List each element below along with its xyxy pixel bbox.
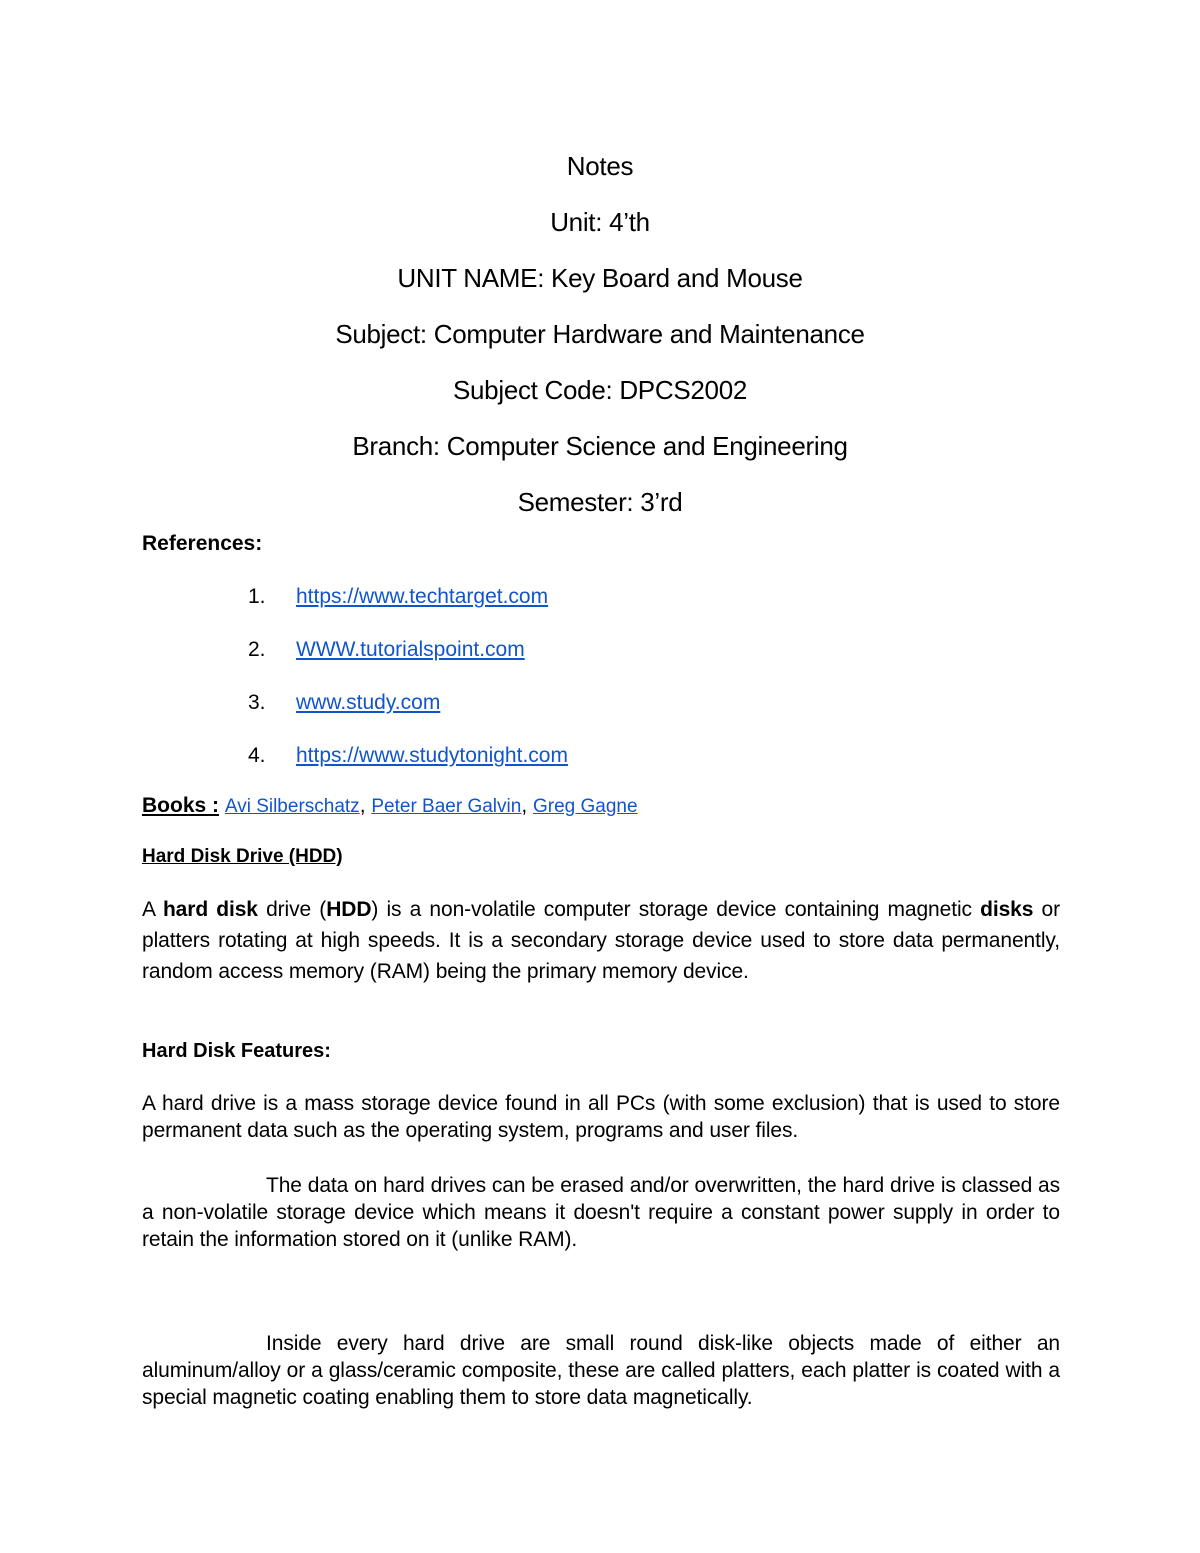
hdd-heading: Hard Disk Drive (HDD) (142, 846, 343, 867)
bold-run: HDD (326, 898, 372, 921)
subject-code: Subject Code: DPCS2002 (452, 375, 748, 405)
features-paragraph-2: The data on hard drives can be erased and/or overwritten, the hard drive is classed as a non-volatile storage device which means it doesn't require a constant power supply in order to retain the information stored on it (unlike RAM). (142, 1174, 1060, 1251)
author-separator: , (521, 794, 533, 817)
reference-link-study[interactable]: www.study.com (296, 691, 441, 714)
book-author-link-silberschatz[interactable]: Avi Silberschatz (224, 796, 360, 817)
subject-line: Subject: Computer Hardware and Maintenance (335, 319, 865, 349)
text-run: drive ( (257, 898, 327, 921)
notes-title: Notes (566, 151, 634, 181)
book-author-link-gagne[interactable]: Greg Gagne (533, 796, 638, 817)
features-heading: Hard Disk Features: (142, 1040, 331, 1062)
reference-link-tutorialspoint[interactable]: WWW.tutorialspoint.com (296, 638, 525, 661)
features-paragraph-3: Inside every hard drive are small round disk-like objects made of either an aluminum/alloy or a glass/ceramic composite, these are called platters, each platter is coated with a special magnetic coating enabling them to store data magnetically. (142, 1332, 1060, 1409)
text-run: A (142, 898, 163, 921)
hdd-definition-paragraph (142, 894, 1060, 987)
reference-link-studytonight[interactable]: https://www.studytonight.com (296, 744, 568, 767)
unit-number: Unit: 4’th (550, 207, 650, 237)
branch-line: Branch: Computer Science and Engineering (352, 431, 848, 461)
book-author-link-galvin[interactable]: Peter Baer Galvin (371, 796, 522, 817)
reference-number: 3. (248, 691, 266, 714)
books-label: Books : (142, 794, 220, 817)
reference-number: 4. (248, 744, 266, 767)
text-run: or platters rotating at high speeds. It is a secondary storage device used to store data permanently, random access memory (RAM) being the primary memory device. (142, 898, 1060, 983)
text-run: ) is a non-volatile computer storage device containing magnetic (371, 898, 981, 921)
references-heading: References: (142, 532, 263, 555)
semester-line: Semester: 3’rd (517, 487, 683, 517)
title-block (0, 138, 1200, 530)
reference-number: 1. (248, 585, 266, 608)
reference-number: 2. (248, 638, 266, 661)
author-separator: , (359, 794, 372, 817)
books-line (142, 794, 638, 818)
bold-run: hard disk (162, 898, 258, 921)
bold-run: disks (980, 898, 1034, 921)
features-paragraph-1: A hard drive is a mass storage device found in all PCs (with some exclusion) that is used to store permanent data such as the operating system, programs and user files. (142, 1092, 1060, 1142)
reference-link-techtarget[interactable]: https://www.techtarget.com (296, 585, 549, 608)
unit-name: UNIT NAME: Key Board and Mouse (397, 263, 803, 293)
